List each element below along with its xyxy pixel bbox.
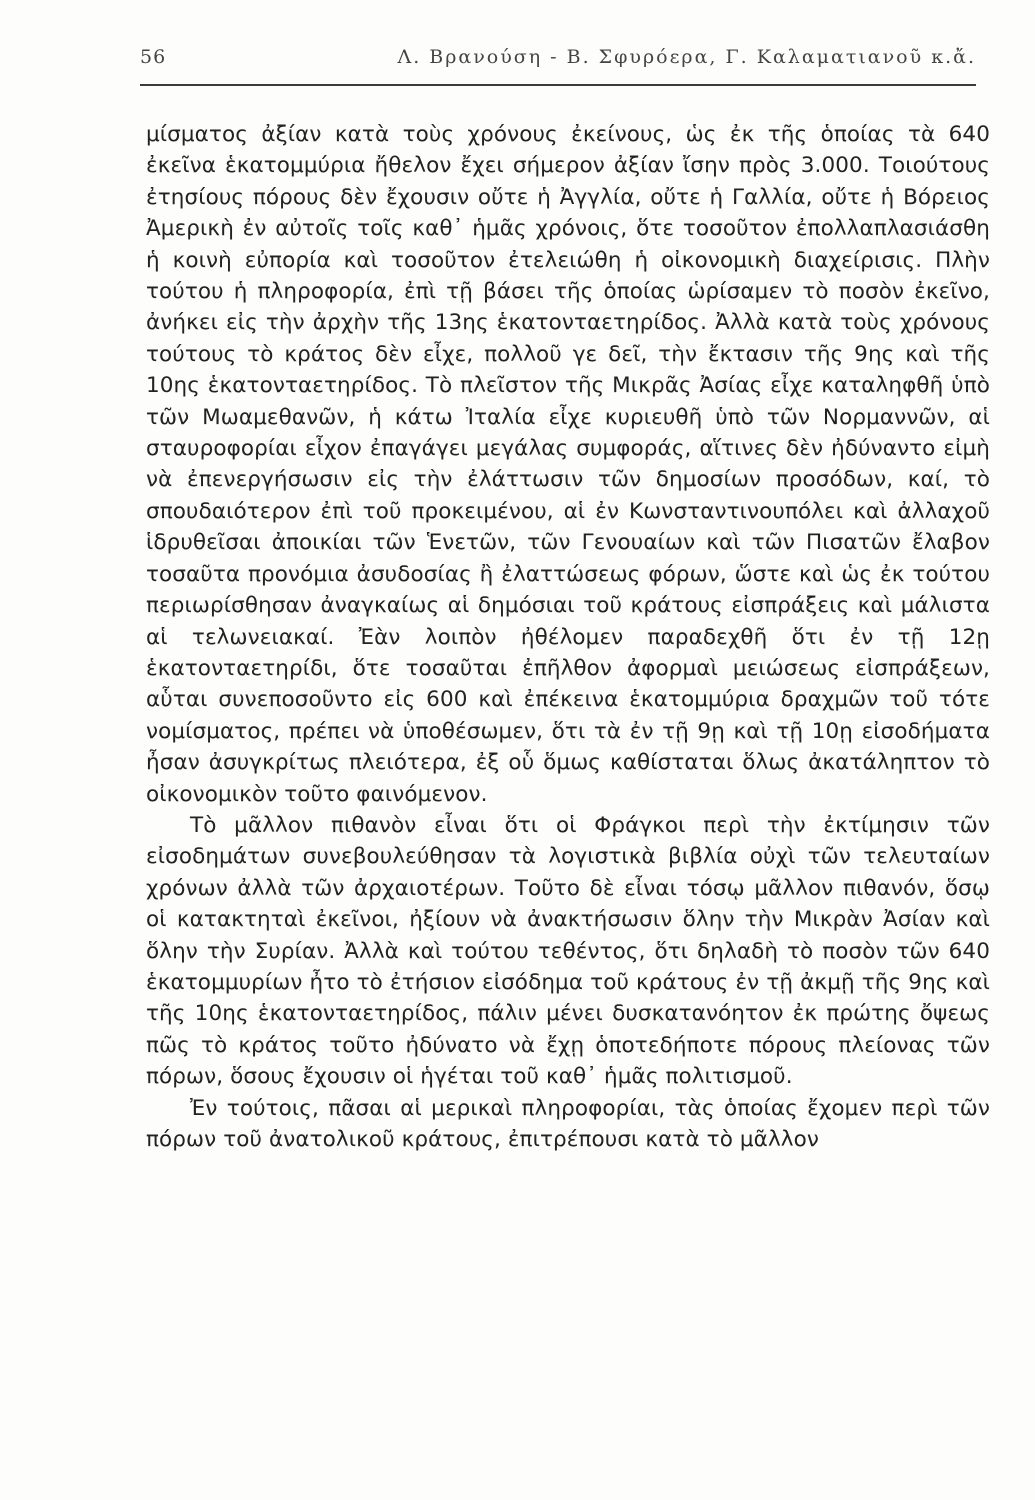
body-text: [146, 119, 990, 1155]
paragraph-3: Ἐν τούτοις, πᾶσαι αἱ μερικαὶ πληροφορίαι, τὰς ὁποίας ἔχομεν περὶ τῶν πόρων τοῦ ἀνατολικοῦ κράτους, ἐπιτρέπουσι κατὰ τὸ μᾶλλον: [146, 1095, 990, 1152]
running-head: Λ. Βρανούση - Β. Σφυρόερα, Γ. Καλαματιανοῦ κ.ἄ.: [397, 46, 976, 68]
paragraph-2: Τὸ μᾶλλον πιθανὸν εἶναι ὅτι οἱ Φράγκοι περὶ τὴν ἐκτίμησιν τῶν εἰσοδημάτων συνεβουλεύθησαν τὰ λογιστικὰ βιβλία οὐχὶ τῶν τελευταίων χρόνων ἀλλὰ τῶν ἀρχαιοτέρων. Τοῦτο δὲ εἶναι τόσῳ μᾶλλον πιθανόν, ὅσῳ οἱ κατακτηταὶ ἐκεῖνοι, ἠξίουν νὰ ἀνακτήσωσιν ὅλην τὴν Μικρὰν Ἀσίαν καὶ ὅλην τὴν Συρίαν. Ἀλλὰ καὶ τούτου τεθέντος, ὅτι δηλαδὴ τὸ ποσὸν τῶν 640 ἑκατομμυρίων ἦτο τὸ ἐτήσιον εἰσόδημα τοῦ κράτους ἐν τῇ ἀκμῇ τῆς 9ης καὶ τῆς 10ης ἑκατονταετηρίδος, πάλιν μένει δυσκατανόητον ἐκ πρώτης ὄψεως πῶς τὸ κράτος τοῦτο ἠδύνατο νὰ ἔχῃ ὁποτεδήποτε πόρους πλείονας τῶν πόρων, ὅσους ἔχουσιν οἱ ἡγέται τοῦ καθ᾽ ἡμᾶς πολιτισμοῦ.: [146, 812, 990, 1090]
page-header: [140, 42, 990, 78]
header-rule: [140, 84, 976, 86]
paragraph-1: μίσματος ἀξίαν κατὰ τοὺς χρόνους ἐκείνους, ὡς ἐκ τῆς ὁποίας τὰ 640 ἐκεῖνα ἑκατομμύρια ἤθελον ἔχει σήμερον ἀξίαν ἴσην πρὸς 3.000. Τοιούτους ἐτησίους πόρους δὲν ἔχουσιν οὔτε ἡ Ἀγγλία, οὔτε ἡ Γαλλία, οὔτε ἡ Βόρειος Ἀμερικὴ ἐν αὐτοῖς τοῖς καθ᾽ ἡμᾶς χρόνοις, ὅτε τοσοῦτον ἐπολλαπλασιάσθη ἡ κοινὴ εὐπορία καὶ τοσοῦτον ἐτελειώθη ἡ οἰκονομικὴ διαχείρισις. Πλὴν τούτου ἡ πληροφορία, ἐπὶ τῇ βάσει τῆς ὁποίας ὡρίσαμεν τὸ ποσὸν ἐκεῖνο, ἀνήκει εἰς τὴν ἀρχὴν τῆς 13ης ἑκατονταετηρίδος. Ἀλλὰ κατὰ τοὺς χρόνους τούτους τὸ κράτος δὲν εἶχε, πολλοῦ γε δεῖ, τὴν ἔκτασιν τῆς 9ης καὶ τῆς 10ης ἑκατονταετηρίδος. Τὸ πλεῖστον τῆς Μικρᾶς Ἀσίας εἶχε καταληφθῆ ὑπὸ τῶν Μωαμεθανῶν, ἡ κάτω Ἰταλία εἶχε κυριευθῆ ὑπὸ τῶν Νορμαννῶν, αἱ σταυροφορίαι εἶχον ἐπαγάγει μεγάλας συμφοράς, αἵτινες δὲν ἠδύναντο εἰμὴ νὰ ἐπενεργήσωσιν εἰς τὴν ἐλάττωσιν τῶν δημοσίων προσόδων, καί, τὸ σπουδαιότερον ἐπὶ τοῦ προκειμένου, αἱ ἐν Κωνσταντινουπόλει καὶ ἀλλαχοῦ ἱδρυθεῖσαι ἀποικίαι τῶν Ἑνετῶν, τῶν Γενουαίων καὶ τῶν Πισατῶν ἔλαβον τοσαῦτα προνόμια ἀσυδοσίας ἢ ἐλαττώσεως φόρων, ὥστε καὶ ὡς ἐκ τούτου περιωρίσθησαν ἀναγκαίως αἱ δημόσιαι τοῦ κράτους εἰσπράξεις καὶ μάλιστα αἱ τελωνειακαί. Ἐὰν λοιπὸν ἠθέλομεν παραδεχθῆ ὅτι ἐν τῇ 12ῃ ἑκατονταετηρίδι, ὅτε τοσαῦται ἐπῆλθον ἀφορμαὶ μειώσεως εἰσπράξεων, αὗται συνεποσοῦντο εἰς 600 καὶ ἐπέκεινα ἑκατομμύρια δραχμῶν τοῦ τότε νομίσματος, πρέπει νὰ ὑποθέσωμεν, ὅτι τὰ ἐν τῇ 9ῃ καὶ τῇ 10ῃ εἰσοδήματα ἦσαν ἀσυγκρίτως πλειότερα, ἐξ οὗ ὅμως καθίσταται ὅλως ἀκατάληπτον τὸ οἰκονομικὸν τοῦτο φαινόμενον.: [146, 122, 990, 807]
page-number: 56: [140, 46, 167, 68]
